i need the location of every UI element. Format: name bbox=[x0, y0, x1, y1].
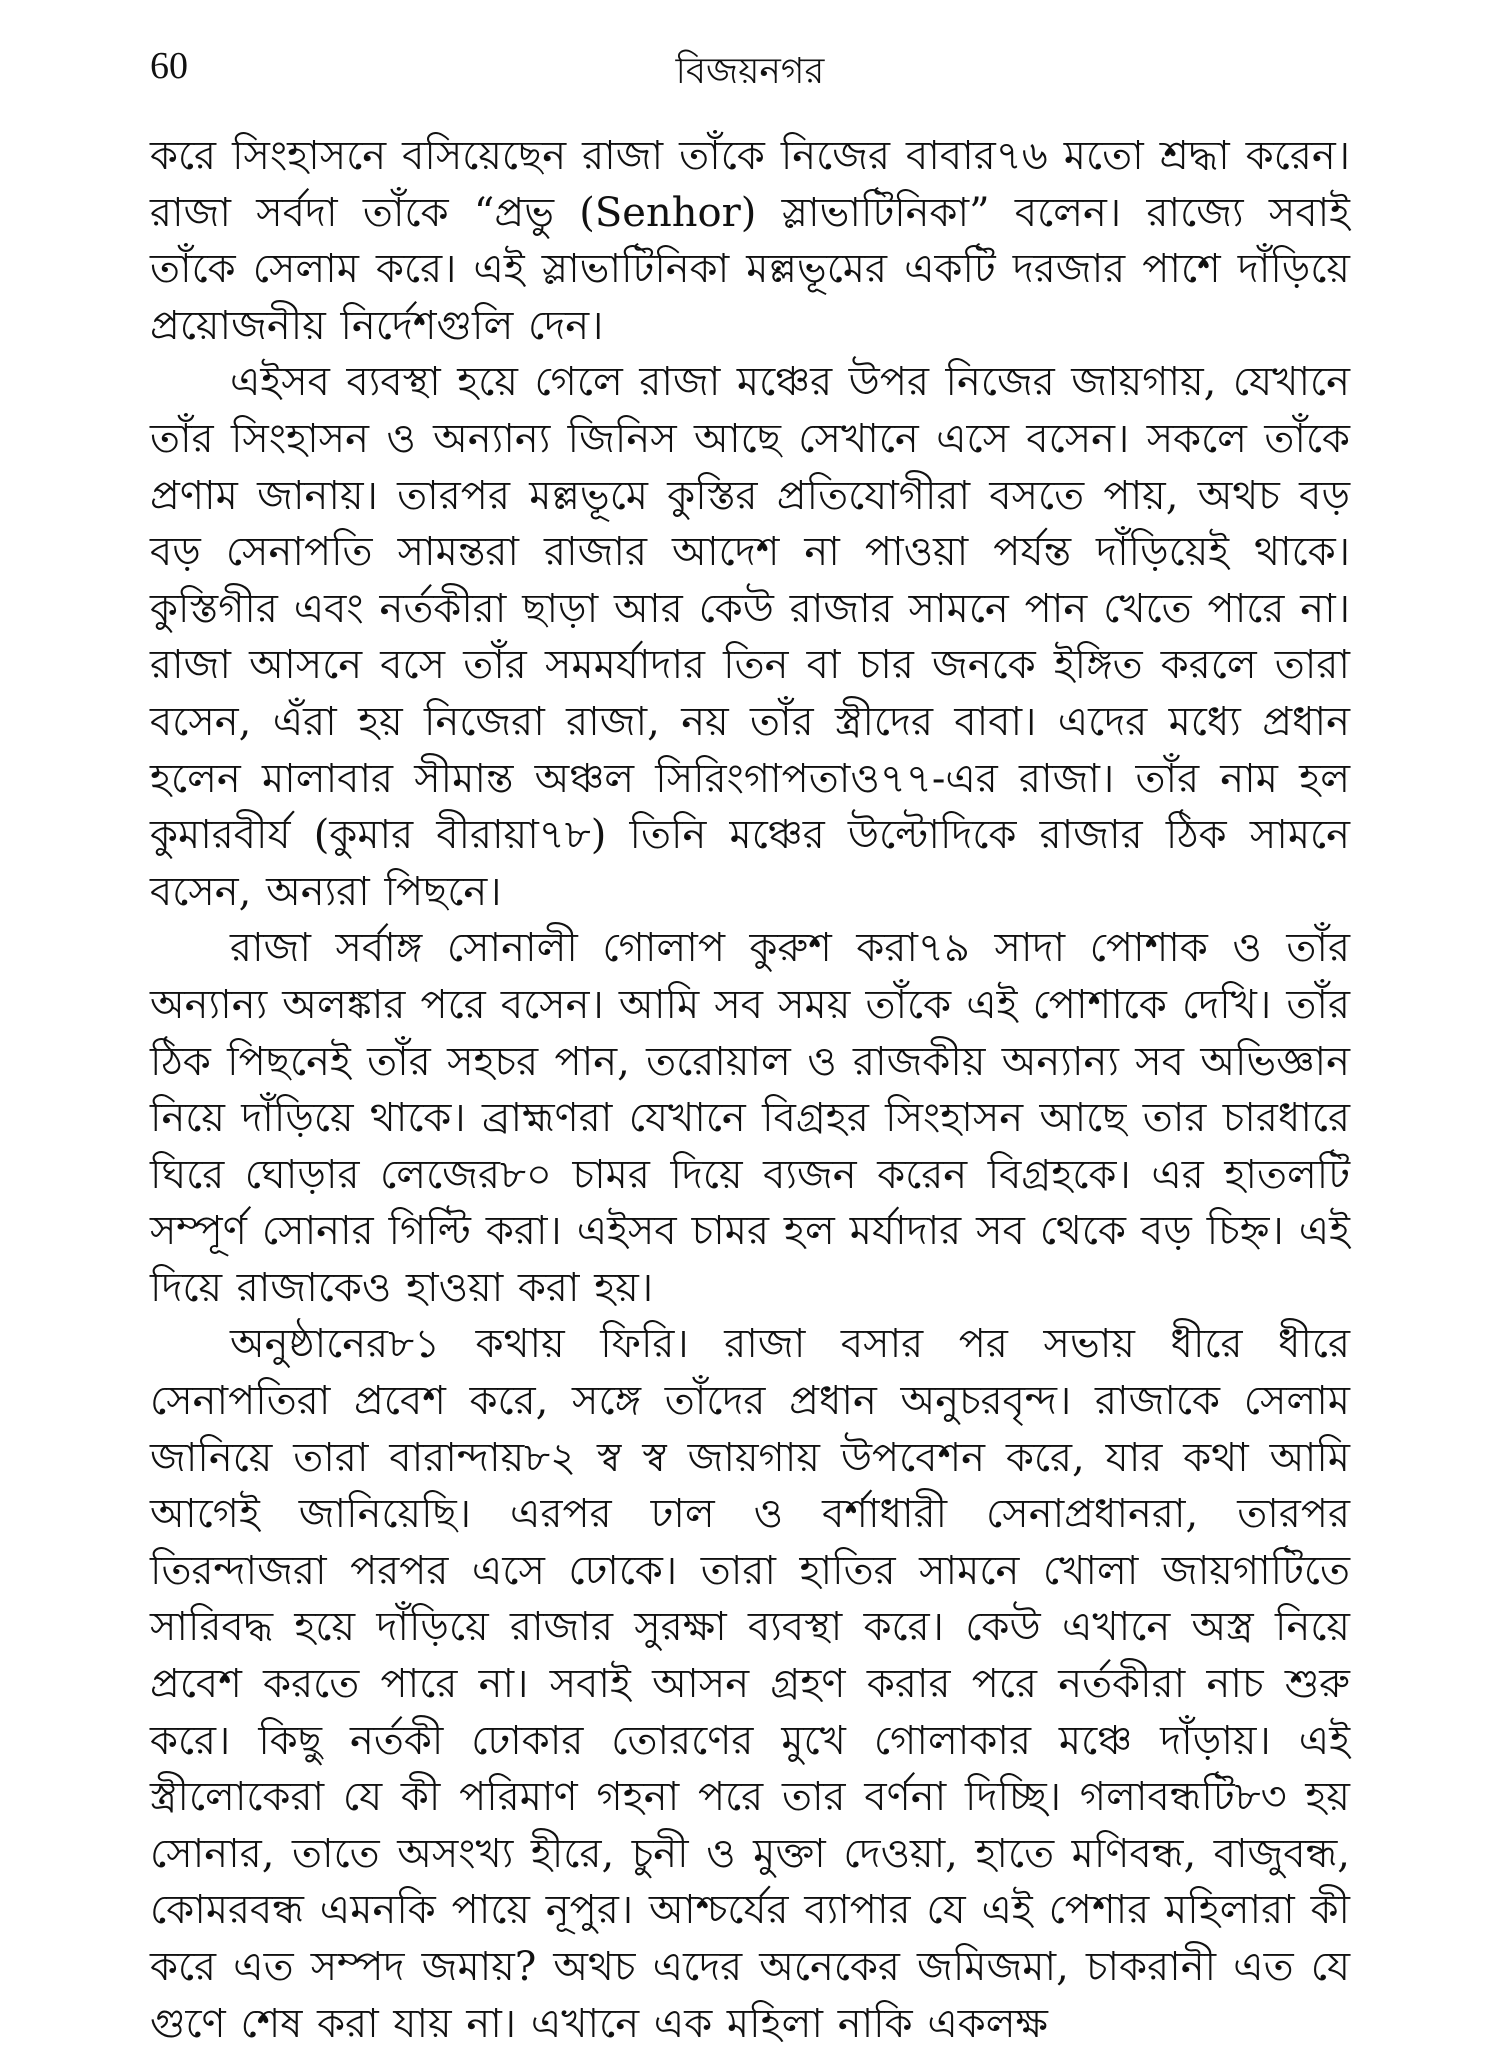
paragraph: করে সিংহাসনে বসিয়েছেন রাজা তাঁকে নিজের বাবার৭৬ মতো শ্রদ্ধা করেন। রাজা সর্বদা তাঁকে “প্রভু (Senhor) স্লাভাটিনিকা” বলেন। রাজ্যে সবাই তাঁকে সেলাম করে। এই স্লাভাটিনিকা মল্লভূমের একটি দরজার পাশে দাঁড়িয়ে প্রয়োজনীয় নির্দেশগুলি দেন। bbox=[150, 133, 1350, 349]
paragraph: রাজা সর্বাঙ্গ সোনালী গোলাপ কুরুশ করা৭৯ সাদা পোশাক ও তাঁর অন্যান্য অলঙ্কার পরে বসেন। আমি সব সময় তাঁকে এই পোশাকে দেখি। তাঁর ঠিক পিছনেই তাঁর সহচর পান, তরোয়াল ও রাজকীয় অন্যান্য সব অভিজ্ঞান নিয়ে দাঁড়িয়ে থাকে। ব্রাহ্মণরা যেখানে বিগ্রহর সিংহাসন আছে তার চারধারে ঘিরে ঘোড়ার লেজের৮০ চামর দিয়ে ব্যজন করেন বিগ্রহকে। এর হাতলটি সম্পূর্ণ সোনার গিল্টি করা। এইসব চামর হল মর্যাদার সব থেকে বড় চিহ্ন। এই দিয়ে রাজাকেও হাওয়া করা হয়। bbox=[150, 925, 1350, 1311]
paragraph: এইসব ব্যবস্থা হয়ে গেলে রাজা মঞ্চের উপর নিজের জায়গায়, যেখানে তাঁর সিংহাসন ও অন্যান্য জিনিস আছে সেখানে এসে বসেন। সকলে তাঁকে প্রণাম জানায়। তারপর মল্লভূমে কুস্তির প্রতিযোগীরা বসতে পায়, অথচ বড় বড় সেনাপতি সামন্তরা রাজার আদেশ না পাওয়া পর্যন্ত দাঁড়িয়েই থাকে। কুস্তিগীর এবং নর্তকীরা ছাড়া আর কেউ রাজার সামনে পান খেতে পারে না। রাজা আসনে বসে তাঁর সমমর্যাদার তিন বা চার জনকে ইঙ্গিত করলে তারা বসেন, এঁরা হয় নিজেরা রাজা, নয় তাঁর স্ত্রীদের বাবা। এদের মধ্যে প্রধান হলেন মালাবার সীমান্ত অঞ্চল সিরিংগাপতাও৭৭-এর রাজা। তাঁর নাম হল কুমারবীর্য (কুমার বীরায়া৭৮) তিনি মঞ্চের উল্টোদিকে রাজার ঠিক সামনে বসেন, অন্যরা পিছনে। bbox=[150, 359, 1350, 915]
paragraph: অনুষ্ঠানের৮১ কথায় ফিরি। রাজা বসার পর সভায় ধীরে ধীরে সেনাপতিরা প্রবেশ করে, সঙ্গে তাঁদের প্রধান অনুচরবৃন্দ। রাজাকে সেলাম জানিয়ে তারা বারান্দায়৮২ স্ব স্ব জায়গায় উপবেশন করে, যার কথা আমি আগেই জানিয়েছি। এরপর ঢাল ও বর্শাধারী সেনাপ্রধানরা, তারপর তিরন্দাজরা পরপর এসে ঢোকে। তারা হাতির সামনে খোলা জায়গাটিতে সারিবদ্ধ হয়ে দাঁড়িয়ে রাজার সুরক্ষা ব্যবস্থা করে। কেউ এখানে অস্ত্র নিয়ে প্রবেশ করতে পারে না। সবাই আসন গ্রহণ করার পরে নর্তকীরা নাচ শুরু করে। কিছু নর্তকী ঢোকার তোরণের মুখে গোলাকার মঞ্চে দাঁড়ায়। এই স্ত্রীলোকেরা যে কী পরিমাণ গহনা পরে তার বর্ণনা দিচ্ছি। গলাবন্ধটি৮৩ হয় সোনার, তাতে অসংখ্য হীরে, চুনী ও মুক্তা দেওয়া, হাতে মণিবন্ধ, বাজুবন্ধ, কোমরবন্ধ এমনকি পায়ে নূপুর। আশ্চর্যের ব্যাপার যে এই পেশার মহিলারা কী করে এত সম্পদ জমায়? অথচ এদের অনেকের জমিজমা, চাকরানী এত যে গুণে শেষ করা যায় না। এখানে এক মহিলা নাকি একলক্ষ bbox=[150, 1321, 1351, 2047]
page-number: 60 bbox=[150, 45, 188, 87]
body-text bbox=[150, 128, 1350, 2052]
running-title: বিজয়নগর bbox=[675, 51, 825, 92]
